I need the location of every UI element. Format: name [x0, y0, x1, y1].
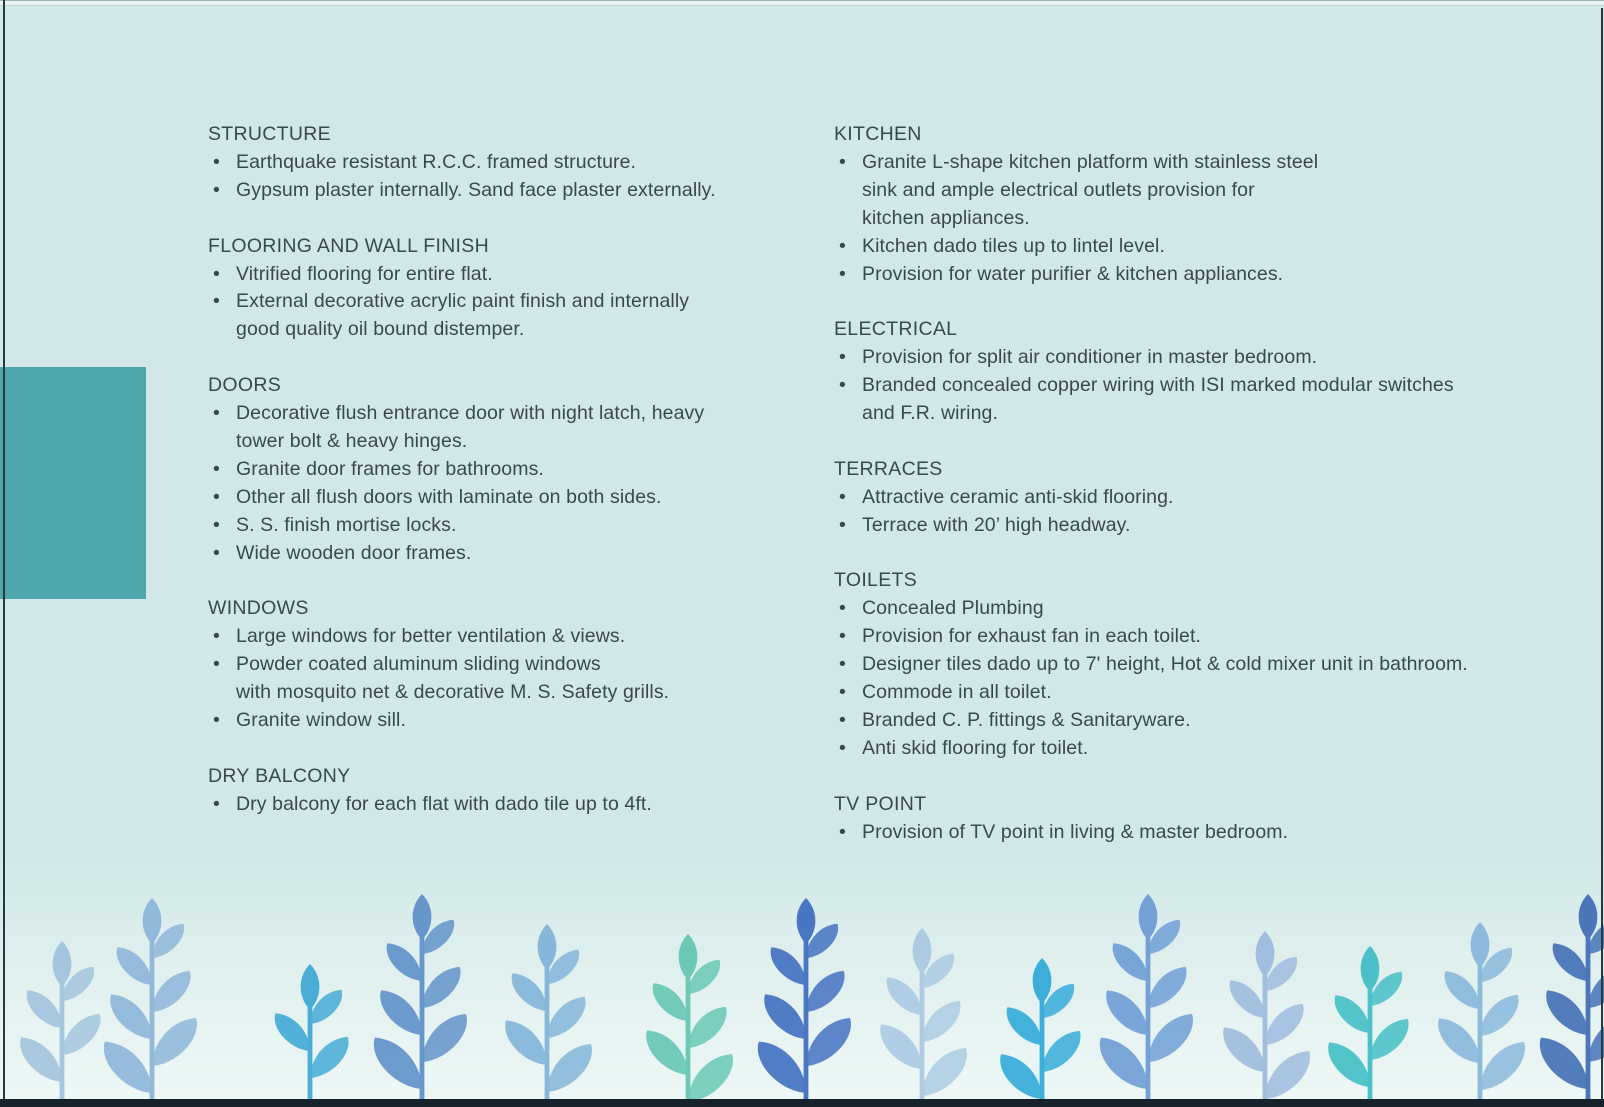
bullet-marker: • — [213, 178, 220, 201]
bullet-continuation-line — [834, 177, 1554, 205]
bullet-marker: • — [839, 820, 846, 843]
bullet-marker: • — [213, 625, 220, 648]
bullet-marker: • — [213, 541, 220, 564]
bullet-line — [834, 679, 1554, 707]
bullet-marker: • — [213, 290, 220, 313]
branch-top-leaf — [413, 894, 432, 940]
spec-section — [834, 567, 1554, 762]
bullet-line — [834, 149, 1554, 177]
bullet-text: Branded C. P. fittings & Sanitaryware. — [862, 708, 1191, 731]
bullet-line — [208, 149, 808, 177]
bullet-marker: • — [839, 262, 846, 285]
bullet-text: Decorative flush entrance door with night latch, heavy — [236, 402, 705, 425]
spec-section — [208, 372, 808, 567]
bullet-line — [834, 623, 1554, 651]
bullet-line — [208, 512, 808, 540]
bullet-line — [208, 623, 808, 651]
bullet-marker: • — [839, 485, 846, 508]
bullet-marker: • — [839, 150, 846, 173]
bullet-continuation-line — [834, 400, 1554, 428]
bullet-text: External decorative acrylic paint finish and internally — [236, 290, 690, 313]
bullet-continuation-line — [208, 316, 808, 344]
section-title: STRUCTURE — [208, 123, 331, 145]
bullet-text: Wide wooden door frames. — [236, 541, 472, 564]
leaf-branch — [266, 964, 357, 1107]
branch-top-leaf — [143, 898, 162, 944]
branch-top-leaf — [1033, 958, 1052, 1004]
branch-top-leaf — [1256, 931, 1275, 977]
bullet-line — [208, 400, 808, 428]
bullet-marker: • — [839, 346, 846, 369]
bullet-marker: • — [839, 736, 846, 759]
bullet-text: kitchen appliances. — [862, 206, 1030, 229]
page-bottom-edge-bar — [0, 1099, 1604, 1107]
page-right-edge-line — [1601, 8, 1603, 1107]
bullet-line — [834, 261, 1554, 289]
bullet-text: Powder coated aluminum sliding windows — [236, 653, 601, 676]
bullet-line — [834, 484, 1554, 512]
branch-top-leaf — [1361, 946, 1380, 992]
bullet-text: Attractive ceramic anti-skid flooring. — [862, 485, 1174, 508]
leaf-branch — [495, 924, 602, 1107]
bullet-line — [208, 456, 808, 484]
leaf-branch — [636, 934, 743, 1107]
bullet-text: Granite window sill. — [236, 708, 406, 731]
bullet-text: Provision for water purifier & kitchen appliances. — [862, 262, 1284, 285]
branch-top-leaf — [53, 941, 72, 987]
spec-section — [834, 791, 1554, 847]
section-title: FLOORING AND WALL FINISH — [208, 234, 489, 257]
bullet-line — [208, 540, 808, 568]
bullet-text: Terrace with 20’ high headway. — [862, 513, 1131, 536]
bullet-line — [208, 791, 808, 819]
bullet-line — [208, 484, 808, 512]
section-title: ELECTRICAL — [834, 318, 958, 341]
spec-section — [208, 763, 808, 819]
bullet-marker: • — [213, 150, 220, 173]
bullet-line — [834, 372, 1554, 400]
bullet-text: Earthquake resistant R.C.C. framed structure. — [236, 150, 637, 173]
bullet-line — [834, 819, 1554, 847]
branch-top-leaf — [679, 934, 698, 980]
bullet-marker: • — [213, 485, 220, 508]
page-left-edge-line — [3, 0, 5, 1107]
section-title: TV POINT — [834, 792, 927, 815]
bullet-text: Provision for split air conditioner in master bedroom. — [862, 346, 1318, 369]
branch-top-leaf — [797, 898, 816, 944]
branch-top-leaf — [1139, 894, 1158, 940]
bullet-marker: • — [213, 513, 220, 536]
bullet-line — [834, 651, 1554, 679]
spec-section — [834, 316, 1554, 428]
bullet-text: and F.R. wiring. — [862, 402, 998, 425]
bullet-marker: • — [839, 625, 846, 648]
bullet-line — [834, 707, 1554, 735]
bullet-text: S. S. finish mortise locks. — [236, 513, 457, 536]
leaf-branch — [1318, 946, 1417, 1107]
bullet-marker: • — [839, 374, 846, 397]
bullet-text: Provision of TV point in living & master bedroom. — [862, 820, 1289, 843]
bullet-text: Granite door frames for bathrooms. — [236, 457, 544, 480]
branch-top-leaf — [1471, 922, 1490, 968]
section-title: DRY BALCONY — [208, 764, 351, 787]
leaf-branch — [93, 898, 208, 1107]
bullet-marker: • — [839, 513, 846, 536]
bullet-marker: • — [213, 708, 220, 731]
bullet-line — [834, 344, 1554, 372]
bullet-line — [208, 261, 808, 289]
bullet-text: Granite L-shape kitchen platform with stainless steel — [862, 150, 1319, 173]
bullet-text: with mosquito net & decorative M. S. Safety grills. — [236, 681, 670, 704]
bullet-line — [834, 233, 1554, 261]
section-title: DOORS — [208, 374, 282, 397]
bullet-line — [834, 595, 1554, 623]
section-title: TOILETS — [834, 569, 918, 592]
page-top-edge-strip — [0, 0, 1604, 6]
branch-top-leaf — [538, 924, 557, 970]
bullet-text: Concealed Plumbing — [862, 597, 1044, 620]
bullet-marker: • — [839, 708, 846, 731]
leaf-branch — [1428, 922, 1535, 1107]
section-title: WINDOWS — [208, 597, 309, 620]
bullet-marker: • — [213, 402, 220, 425]
bullet-continuation-line — [208, 679, 808, 707]
bullet-text: Provision for exhaust fan in each toilet. — [862, 625, 1202, 648]
bullet-text: sink and ample electrical outlets provision for — [862, 178, 1255, 201]
bullet-continuation-line — [208, 428, 808, 456]
leaf-branch — [747, 898, 862, 1107]
bullet-text: Designer tiles dado up to 7' height, Hot & cold mixer unit in bathroom. — [862, 653, 1468, 676]
branch-top-leaf — [913, 928, 932, 974]
bullet-marker: • — [839, 681, 846, 704]
bullet-text: Other all flush doors with laminate on both sides. — [236, 485, 662, 508]
bullet-marker: • — [839, 234, 846, 257]
leaf-branch — [363, 894, 478, 1107]
bullet-marker: • — [213, 653, 220, 676]
leaf-branch — [10, 941, 109, 1107]
bullet-text: Branded concealed copper wiring with ISI marked modular switches — [862, 374, 1454, 397]
leaf-branch — [1529, 894, 1604, 1107]
bullet-text: Commode in all toilet. — [862, 681, 1052, 704]
bullet-text: Gypsum plaster internally. Sand face plaster externally. — [236, 178, 716, 201]
spec-section — [208, 233, 808, 345]
bullet-line — [208, 177, 808, 205]
leaf-branch — [1213, 931, 1320, 1107]
spec-column-left — [208, 121, 808, 819]
branch-top-leaf — [1579, 894, 1598, 940]
bullet-text: Vitrified flooring for entire flat. — [236, 262, 493, 285]
bullet-marker: • — [213, 457, 220, 480]
watercolor-leaves-decoration — [0, 860, 1604, 1107]
bullet-marker: • — [213, 262, 220, 285]
branch-top-leaf — [301, 964, 320, 1010]
leaf-branch — [1089, 894, 1204, 1107]
spec-section — [834, 456, 1554, 540]
bullet-text: Large windows for better ventilation & views. — [236, 625, 626, 648]
leaf-branch — [990, 958, 1089, 1107]
bullet-text: tower bolt & heavy hinges. — [236, 429, 468, 452]
spec-section — [834, 121, 1554, 288]
bullet-marker: • — [839, 653, 846, 676]
spec-section — [208, 595, 808, 735]
bullet-line — [834, 512, 1554, 540]
bullet-text: Anti skid flooring for toilet. — [862, 736, 1089, 759]
bullet-text: Kitchen dado tiles up to lintel level. — [862, 234, 1165, 257]
bullet-marker: • — [839, 597, 846, 620]
bullet-line — [208, 707, 808, 735]
section-title: TERRACES — [834, 457, 943, 480]
bullet-text: Dry balcony for each flat with dado tile up to 4ft. — [236, 792, 652, 815]
section-title: KITCHEN — [834, 123, 922, 145]
spec-section — [208, 121, 808, 205]
teal-accent-bar — [0, 367, 146, 599]
bullet-line — [208, 651, 808, 679]
bullet-continuation-line — [834, 205, 1554, 233]
spec-column-right — [834, 121, 1554, 847]
leaf-branch — [870, 928, 977, 1107]
bullet-marker: • — [213, 792, 220, 815]
bullet-line — [208, 288, 808, 316]
bullet-line — [834, 735, 1554, 763]
bullet-text: good quality oil bound distemper. — [236, 318, 525, 341]
